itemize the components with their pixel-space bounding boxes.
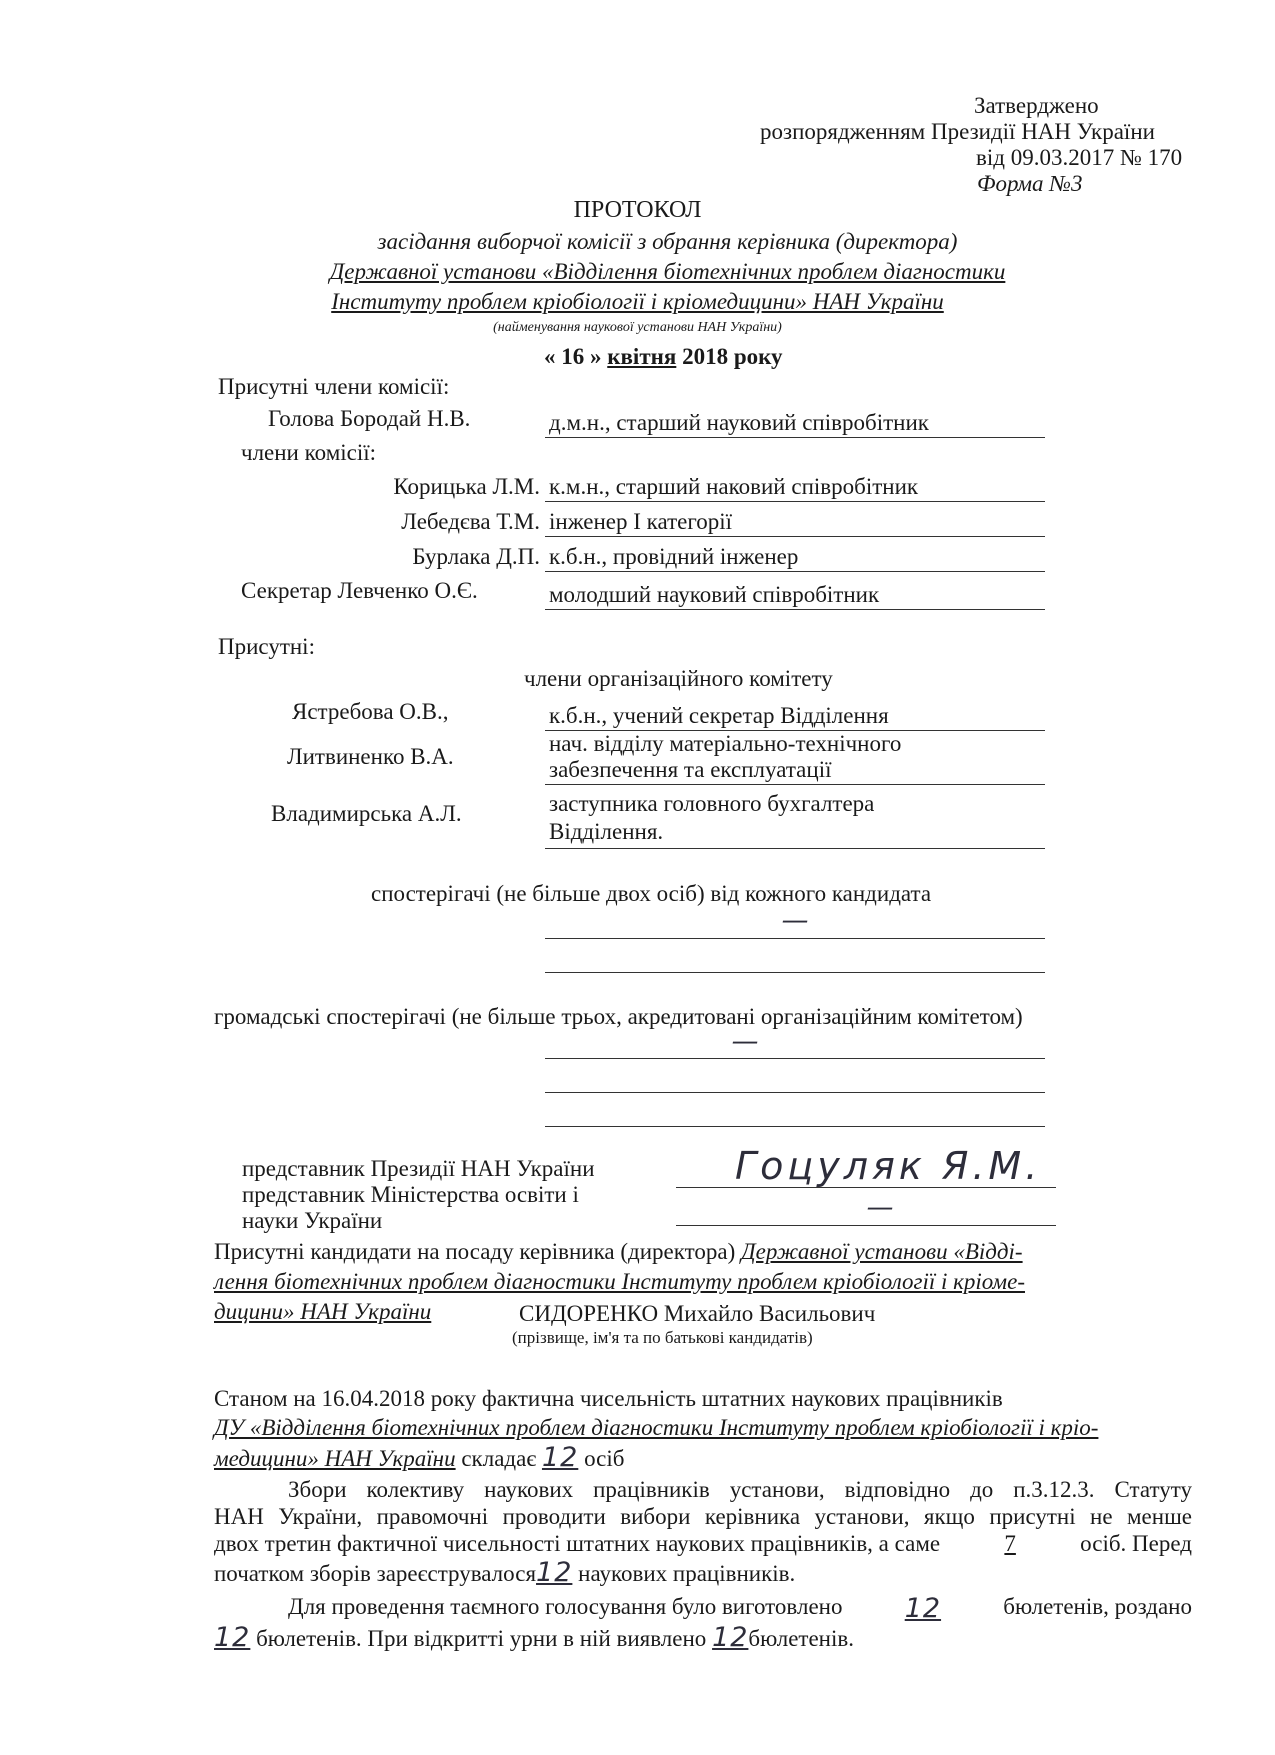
approval-line-2: розпорядженням Президії НАН України — [760, 119, 1155, 144]
org-2-role-1: нач. відділу матеріально-технічного — [549, 731, 902, 756]
candidates-label: Присутні кандидати на посаду керівника (директора) — [214, 1239, 736, 1264]
institution-name-1: Державної установи «Відділення біотехнічних проблем діагностики — [329, 259, 1006, 284]
p3-prepared-text: Для проведення таємного голосування було виготовлено — [288, 1594, 843, 1619]
stats-persons-label: осіб — [584, 1446, 625, 1471]
member-3-name: Бурлака Д.П. — [412, 544, 540, 569]
p3-line-1 — [288, 1593, 1192, 1625]
org-3-role-1: заступника головного бухгалтера — [549, 791, 875, 816]
presidium-rep-line — [676, 1187, 1056, 1188]
form-number: Форма №3 — [977, 171, 1083, 196]
public-line-2 — [545, 1092, 1045, 1093]
ballots-distributed: 12 — [214, 1622, 251, 1653]
secretary-line — [545, 609, 1045, 610]
p2-line-2: НАН України, правомочні проводити вибори керівника установи, якщо присутні не менше — [214, 1504, 1192, 1529]
presidium-rep-label: представник Президії НАН України — [242, 1156, 595, 1181]
observers-line-1 — [545, 938, 1045, 939]
commission-heading: Присутні члени комісії: — [218, 374, 450, 399]
ballots-found: 12 — [712, 1622, 749, 1653]
date-month: квітня — [607, 344, 677, 369]
member-2-name: Лебедєва Т.М. — [401, 509, 540, 534]
member-2-line — [545, 536, 1045, 537]
org-1-name: Ястребова О.В., — [292, 699, 449, 724]
public-observers-heading: громадські спостерігачі (не більше трьох, акредитовані організаційним комітетом) — [214, 1004, 1023, 1029]
p2-line-3 — [214, 1530, 1192, 1558]
public-line-3 — [545, 1126, 1045, 1127]
stats-line-1: Станом на 16.04.2018 року фактична чисельність штатних наукових працівників — [214, 1386, 1003, 1411]
ministry-rep-line — [676, 1225, 1056, 1226]
stats-institution-2: медицини» НАН України — [214, 1446, 456, 1471]
org-2-line — [545, 784, 1045, 785]
member-1-line — [545, 501, 1045, 502]
presidium-rep-signature: Гоцуляк Я.М. — [735, 1144, 1042, 1188]
staff-count: 12 — [541, 1442, 579, 1473]
secretary-role: молодший науковий співробітник — [549, 582, 880, 607]
observers-line-2 — [545, 972, 1045, 973]
ministry-rep-label-1: представник Міністерства освіти і — [242, 1182, 579, 1207]
approval-line-3: від 09.03.2017 № 170 — [976, 145, 1183, 170]
org-2-name: Литвиненко В.А. — [287, 744, 454, 769]
approval-line-1: Затверджено — [974, 93, 1099, 118]
member-1-role: к.м.н., старший наковий співробітник — [549, 474, 919, 499]
candidates-line-1 — [214, 1238, 1023, 1266]
p2-line-4 — [214, 1557, 795, 1589]
p2-workers-text: наукових працівників. — [578, 1561, 796, 1586]
p3-line-2 — [214, 1622, 854, 1654]
p2-line-1: Збори колективу наукових працівників установи, відповідно до п.3.12.3. Статуту — [288, 1477, 1192, 1502]
observers-heading: спостерігачі (не більше двох осіб) від кожного кандидата — [371, 881, 932, 906]
candidates-institution-2: лення біотехнічних проблем діагностики Інституту проблем кріобіології і кріоме- — [214, 1269, 1025, 1294]
institution-caption: (найменування наукової установи НАН України) — [493, 320, 782, 335]
public-mark: — — [731, 1026, 759, 1057]
present-heading: Присутні: — [218, 634, 315, 659]
date-day: « 16 » — [544, 344, 602, 369]
member-1-name: Корицька Л.М. — [393, 474, 540, 499]
date-year: 2018 року — [682, 344, 783, 369]
org-3-line — [545, 848, 1045, 849]
public-line-1 — [545, 1058, 1045, 1059]
org-committee-heading: члени організаційного комітету — [524, 666, 833, 691]
candidate-name: СИДОРЕНКО Михайло Васильович — [519, 1301, 876, 1326]
stats-line-3 — [214, 1442, 624, 1474]
member-2-role: інженер І категорії — [549, 509, 733, 534]
members-label: члени комісії: — [241, 440, 377, 465]
p3-found-text: бюлетенів. При відкритті урни в ній виявлено — [256, 1626, 707, 1651]
org-1-role: к.б.н., учений секретар Відділення — [549, 703, 889, 728]
stats-institution-1: ДУ «Відділення біотехнічних проблем діагностики Інституту проблем кріобіології і кріо- — [214, 1415, 1099, 1440]
p3-ballots-text: бюлетенів. — [748, 1626, 854, 1651]
candidates-caption: (прізвище, ім'я та по батькові кандидатів) — [512, 1328, 813, 1347]
candidates-institution-3: дицини» НАН України — [214, 1299, 432, 1324]
p2-quorum-text: двох третин фактичної чисельності штатних наукових працівників, а саме — [214, 1531, 941, 1556]
institution-name-2: Інституту проблем кріобіології і кріомедицини» НАН України — [331, 289, 944, 314]
stats-consists-label: складає — [461, 1446, 537, 1471]
ministry-rep-label-2: науки України — [242, 1208, 383, 1233]
member-3-line — [545, 571, 1045, 572]
chair-role-line — [545, 437, 1045, 438]
p3-distributed-text: бюлетенів, роздано — [1003, 1594, 1192, 1619]
chair-label: Голова Бородай Н.В. — [268, 406, 471, 431]
ministry-rep-mark: — — [866, 1192, 894, 1223]
observers-mark: — — [781, 905, 809, 936]
meeting-date — [544, 343, 783, 371]
secretary-label: Секретар Левченко О.Є. — [241, 578, 478, 603]
quorum-number: 7 — [1004, 1531, 1016, 1556]
registered-count: 12 — [536, 1557, 573, 1588]
org-2-role-2: забезпечення та експлуатації — [549, 757, 832, 782]
p2-before-text: осіб. Перед — [1080, 1531, 1192, 1556]
member-3-role: к.б.н., провідний інженер — [549, 544, 799, 569]
document-title: ПРОТОКОЛ — [573, 197, 702, 223]
org-3-name: Владимирська А.Л. — [271, 801, 462, 826]
candidates-institution-1: Державної установи «Відді- — [740, 1239, 1023, 1264]
org-3-role-2: Відділення. — [549, 819, 664, 844]
p2-registered-text: початком зборів зареєструвалося — [214, 1561, 537, 1586]
ballots-prepared: 12 — [904, 1593, 942, 1624]
title-subtitle-1: засідання виборчої комісії з обрання керівника (директора) — [377, 229, 958, 254]
chair-role: д.м.н., старший науковий співробітник — [549, 410, 929, 435]
